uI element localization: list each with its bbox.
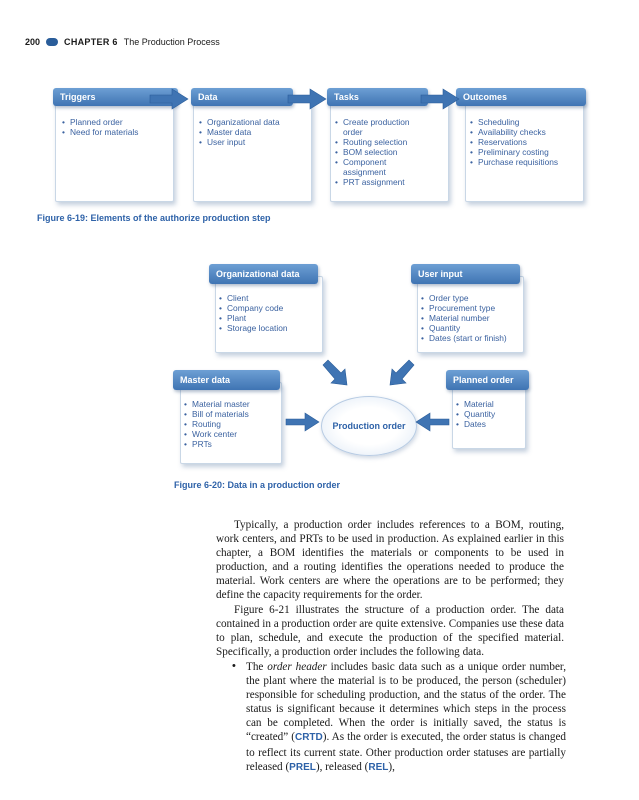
paragraph-text: Figure 6-21 illustrates the structure of a production order. The data contained in a production order are quite extensive. Companies use these data to plan, schedule, and execute the production of the specified material. Specifically, a production order includes the following data. — [216, 603, 564, 658]
outcomes-list — [470, 117, 578, 167]
list-item: • Create production order — [335, 117, 423, 137]
list-item: • Planned order — [62, 117, 170, 127]
arrow-down-left-icon — [385, 358, 417, 390]
list-item: • BOM selection — [335, 147, 423, 157]
list-item: • Plant — [219, 313, 317, 323]
list-item: • Quantity — [421, 323, 521, 333]
list-item: • Quantity — [456, 409, 522, 419]
production-order-node: Production order — [321, 396, 417, 456]
list-item: • Bill of materials — [184, 409, 279, 419]
arrow-right-icon — [286, 86, 330, 112]
running-header — [25, 37, 220, 47]
list-item: • User input — [199, 137, 309, 147]
user-input-title: User input — [411, 264, 520, 284]
arrow-right-icon — [285, 411, 321, 433]
list-item: • Preliminary costing — [470, 147, 578, 157]
list-item: • Material number — [421, 313, 521, 323]
paragraph — [216, 518, 564, 603]
list-item: • Material master — [184, 399, 279, 409]
triggers-box — [55, 97, 174, 202]
tasks-list — [335, 117, 423, 187]
list-item: • Material — [456, 399, 522, 409]
body-text — [216, 518, 564, 659]
user-input-list — [421, 293, 521, 343]
list-item: • Company code — [219, 303, 317, 313]
chapter-label: CHAPTER 6 — [64, 37, 118, 47]
data-title: Data — [191, 88, 293, 106]
bullet-text: ). As the order is executed, the order status is changed to reflect its current state. Other production order statuses are partially released ( — [246, 731, 567, 773]
arrow-left-icon — [414, 411, 450, 433]
term: order header — [267, 661, 327, 673]
status-code: CRTD — [294, 732, 323, 744]
list-item: • Work center — [184, 429, 279, 439]
data-box — [193, 97, 312, 202]
list-item: • Reservations — [470, 137, 578, 147]
planned-order-list — [456, 399, 522, 429]
page-number: 200 — [25, 37, 41, 47]
bullet-text: The — [246, 661, 268, 673]
figure-caption: Figure 6-20: Data in a production order — [174, 480, 341, 490]
paragraph — [216, 603, 564, 659]
bullet-text: ), released ( — [315, 760, 369, 773]
bullet-text: ), — [388, 760, 395, 773]
triggers-title: Triggers — [53, 88, 178, 106]
list-item: • Order type — [421, 293, 521, 303]
list-item: • PRT assignment — [335, 177, 423, 187]
list-item: • Routing — [184, 419, 279, 429]
list-item: • Purchase requisitions — [470, 157, 578, 167]
chapter-title: The Production Process — [123, 37, 220, 47]
bullet-icon: • — [232, 660, 236, 672]
outcomes-title: Outcomes — [456, 88, 586, 106]
list-item: • Availability checks — [470, 127, 578, 137]
tasks-title: Tasks — [327, 88, 428, 106]
list-item: • Procurement type — [421, 303, 521, 313]
arrow-down-right-icon — [320, 358, 352, 390]
list-item: • Dates (start or finish) — [421, 333, 521, 343]
organizational-data-list — [219, 293, 317, 333]
status-code: REL — [368, 761, 389, 773]
triggers-list — [62, 117, 170, 137]
list-item: • Dates — [456, 419, 522, 429]
master-data-list — [184, 399, 279, 449]
status-code: PREL — [289, 761, 316, 773]
figure-caption: Figure 6-19: Elements of the authorize production step — [37, 213, 271, 223]
list-item: • Master data — [199, 127, 309, 137]
list-item: • Storage location — [219, 323, 317, 333]
list-item: • Routing selection — [335, 137, 423, 147]
list-item: • Component assignment — [335, 157, 423, 177]
list-item: • Organizational data — [199, 117, 309, 127]
arrow-right-icon — [148, 86, 192, 112]
paragraph-text: Typically, a production order includes references to a BOM, routing, work centers, and PRTs to be used in production. As explained earlier in this chapter, a BOM identifies the materials or components to be used in production, and a routing identifies the operations needed to produce the material. Work centers are where the operations are to be performed; they define the capacity requirements for the order. — [216, 519, 564, 602]
arrow-right-icon — [419, 86, 463, 112]
list-item: • PRTs — [184, 439, 279, 449]
data-list — [199, 117, 309, 147]
bullet-text: includes basic data such as a unique order number, the plant where the material is to be produced, the person (scheduler) responsible for scheduling production, and the status of the order. The status is significant because it determines which steps in the process can be completed. When the order is initially saved, the status is “created” ( — [246, 661, 566, 744]
master-data-title: Master data — [173, 370, 280, 390]
list-item: • Need for materials — [62, 127, 170, 137]
list-item: • Scheduling — [470, 117, 578, 127]
bullet-paragraph — [246, 660, 566, 775]
chapter-marker-icon — [46, 38, 58, 46]
organizational-data-title: Organizational data — [209, 264, 318, 284]
list-item: • Client — [219, 293, 317, 303]
planned-order-title: Planned order — [446, 370, 529, 390]
